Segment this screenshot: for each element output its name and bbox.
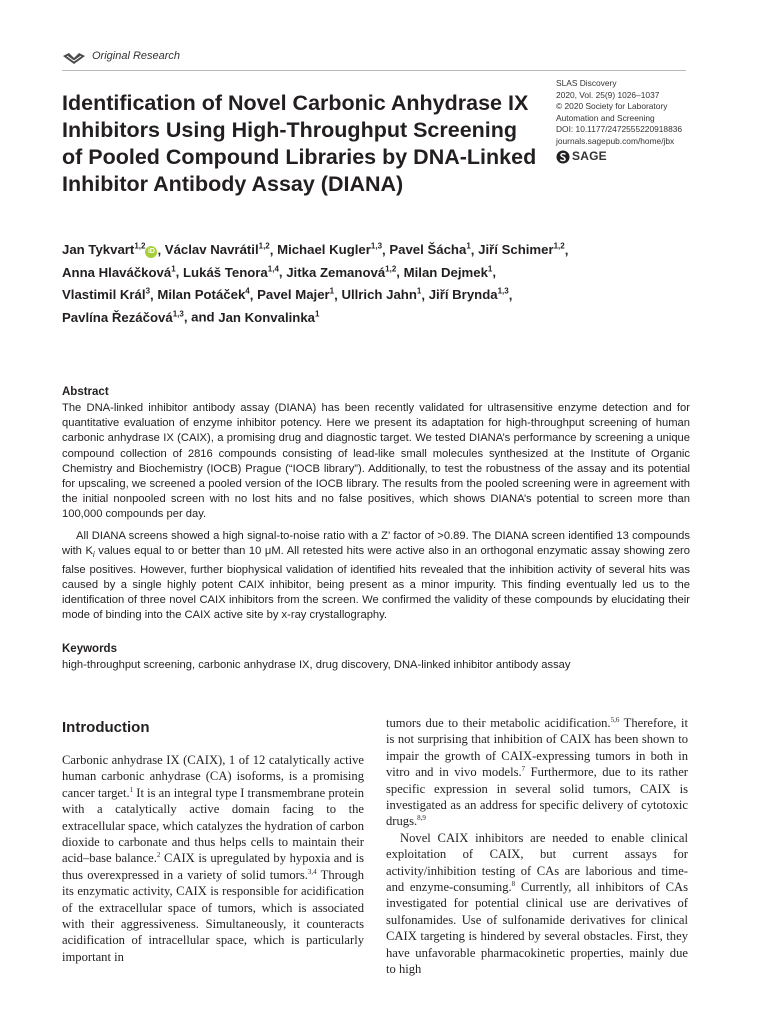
article-title: Identification of Novel Carbonic Anhydrase IX Inhibitors Using High-Throughput Screening of Pooled Compound Libraries by DNA-Linked Inhibitor Antibody Assay (DIANA) bbox=[62, 91, 537, 196]
journal-url-link[interactable]: journals.sagepub.com/home/jbx bbox=[556, 135, 675, 146]
body-text: Novel CAIX inhibitors are needed to enable clinical exploitation of CAIX, but current assays for activity/inhibition testing of CAs are laborious and time- and enzyme-consuming. bbox=[386, 830, 688, 895]
body-paragraph bbox=[386, 715, 688, 830]
author-label: Anna Hlaváčková bbox=[62, 264, 172, 280]
abstract-paragraph-1: The DNA-linked inhibitor antibody assay (DIANA) has been recently validated for ultrasensitive enzyme detection and for quantitative evaluation of enzyme inhibitor potency. Here we present its adaptation for high-throughput screening of human carbonic anhydrase IX (CAIX), a promising drug and diagnostic target. We tested DIANA’s performance by screening a unique compound collection of 2816 compounds consisting of lead-like small molecules synthesized at the Institute of Organic Chemistry and Biochemistry (IOCB) Prague (“IOCB library”). Additionally, to test the robustness of the assay and its potential for upscaling, we screened a pooled version of the IOCB library. The results from the pooled screening were in agreement with the initial nonpooled screen with no lost hits and no false positives, which shows DIANA’s potential to screen more than 100,000 compounds per day. bbox=[62, 402, 690, 521]
affiliation-marker: 1,2 bbox=[385, 264, 397, 274]
body-text: Therefore, it is not surprising that inhibition of CAIX has been shown to impair the growth of CAIX-expressing tumors in both in vitro and in vivo models. bbox=[386, 716, 688, 780]
affiliation-marker: 1,3 bbox=[172, 309, 184, 319]
body-paragraph bbox=[62, 752, 364, 965]
body-text: Furthermore, due to its rather specific expression in several solid tumors, CAIX is investigated as an address for specific delivery of cytotoxic drugs. bbox=[386, 765, 688, 829]
author-name bbox=[62, 287, 150, 302]
author-list: Jan Tykvart$^{1,2}$iD , Václav Navrátil$^{1,2}$, Michael Kugler$^{1,3}$, Pavel Šácha$^1$, Jiří Schimer$^{1,2}$, Anna Hlaváčková$^1$, Lukáš Tenora$^{1,4}$, Jitka Zemanová$^{1,2}$, Milan Dejmek$^1$, Vlastimil Král$^3$, Milan Potáček$^4$, Pavel Majer$^1$, Ullrich Jahn$^1$, Jiří Brynda$^{1,3}$, Pavlína Řezáčová$^{1,3}$, and Jan Konvalinka$^1$ bbox=[62, 242, 569, 325]
author-label: Jiří Brynda bbox=[428, 287, 498, 303]
author-label: Jan Tykvart bbox=[62, 242, 135, 258]
citation-link[interactable]: 8 bbox=[511, 879, 516, 888]
affiliation-marker: 1,2 bbox=[134, 242, 146, 251]
affiliation-marker: 1 bbox=[315, 309, 320, 319]
author-name bbox=[62, 310, 184, 325]
introduction-heading: Introduction bbox=[62, 719, 150, 736]
body-column-left bbox=[62, 752, 364, 965]
author-name bbox=[404, 265, 493, 280]
citation-link[interactable]: 2 bbox=[156, 851, 161, 860]
author-label: Lukáš Tenora bbox=[183, 264, 268, 280]
body-text: Currently, all inhibitors of CAs investigated for potential clinical use are derivatives of sulfonamides. Use of sulfonamide derivatives for clinical CAIX targeting is hindered by several obstacles. First, they have unfavorable pharmacokinetic properties, mainly due to high bbox=[386, 880, 688, 977]
abstract-paragraph-2 bbox=[62, 529, 690, 623]
ki-subscript: i bbox=[92, 550, 95, 560]
author-name bbox=[157, 287, 249, 302]
abstract-text: values equal to or better than 10 μM. All retested hits were active also in an orthogonal enzymatic assay showing zero false positives. However, further biophysical validation of identified hits revealed that the inhibition activity of several hits was caused by a single highly potent CAIX inhibitor, being present as a minor impurity. This finding eventually led us to the identification of three novel CAIX inhibitors from the screen. We confirmed the validity of these compounds by elucidating their mode of binding into the CAIX active site by x-ray crystallography. bbox=[62, 545, 691, 622]
body-text: It is an integral type I transmembrane protein with a catalytically active domain facing to the extracellular space, which catalyzes the hydration of carbon dioxide to carbonate and thus helps cells to maintain their acid–base balance. bbox=[62, 785, 365, 866]
citation-link[interactable]: 7 bbox=[521, 765, 526, 774]
journal-info bbox=[556, 78, 706, 164]
doi-link[interactable]: DOI: 10.1177/2472555220918836 bbox=[556, 124, 683, 135]
author-name bbox=[429, 287, 509, 302]
body-column-right bbox=[386, 715, 688, 978]
author-name bbox=[183, 265, 279, 280]
body-text: tumors due to their metabolic acidification. bbox=[386, 716, 611, 730]
author-label: Václav Navrátil bbox=[164, 242, 259, 258]
affiliation-marker: 1,3 bbox=[497, 286, 509, 296]
body-paragraph bbox=[386, 830, 688, 978]
affiliation-marker: 1,3 bbox=[370, 242, 383, 251]
publisher-logo bbox=[556, 150, 706, 164]
author-name bbox=[286, 265, 396, 280]
author-name bbox=[62, 265, 176, 280]
affiliation-marker: 3 bbox=[145, 286, 151, 296]
author-name bbox=[62, 242, 157, 257]
affiliation-marker: 1 bbox=[487, 264, 493, 274]
citation-link[interactable]: 3,4 bbox=[307, 867, 317, 876]
affiliation-marker: 1 bbox=[416, 286, 422, 296]
affiliation-marker: 1 bbox=[466, 242, 471, 251]
body-text: CAIX is upregulated by hypoxia and is thus overexpressed in a variety of solid tumors. bbox=[62, 851, 364, 882]
journal-volume: 2020, Vol. 25(9) 1026–1037 bbox=[556, 89, 660, 100]
author-label: Michael Kugler bbox=[277, 242, 371, 258]
affiliation-marker: 4 bbox=[245, 286, 250, 296]
section-label: Original Research bbox=[92, 50, 181, 62]
abstract-heading: Abstract bbox=[62, 386, 109, 398]
citation-link[interactable]: 1 bbox=[129, 785, 134, 794]
body-text: Through its enzymatic activity, CAIX is responsible for acidification of the extracellular space of tumors, which is associated with their aggressiveness. Simultaneously, it counteracts acidification of intracellular space, which is particularly important in bbox=[62, 867, 365, 964]
author-name bbox=[165, 242, 270, 257]
affiliation-marker: 1 bbox=[171, 264, 176, 274]
author-label: Jan Konvalinka bbox=[218, 309, 316, 325]
author-label: Milan Dejmek bbox=[403, 264, 488, 280]
author-name bbox=[257, 287, 334, 302]
journal-logo-icon bbox=[62, 50, 86, 66]
author-name bbox=[218, 310, 319, 325]
citation-link[interactable]: 5,6 bbox=[610, 715, 620, 724]
affiliation-marker: 1,2 bbox=[553, 242, 565, 251]
author-label: Jitka Zemanová bbox=[286, 264, 386, 280]
author-label: Pavlína Řezáčová bbox=[62, 309, 173, 325]
copyright-line-2: Automation and Screening bbox=[556, 112, 655, 123]
author-name bbox=[389, 242, 470, 257]
author-label: Milan Potáček bbox=[157, 287, 246, 303]
author-name bbox=[277, 242, 382, 257]
author-name bbox=[478, 242, 565, 257]
abstract-text: All DIANA screens showed a high signal-to-noise ratio with a Z’ factor of >0.89. The DIANA screen identified 13 compounds with K bbox=[62, 530, 690, 558]
author-label: Ullrich Jahn bbox=[341, 287, 417, 303]
body-text: Carbonic anhydrase IX (CAIX), 1 of 12 catalytically active human carbonic anhydrase (CA) isoforms, is a promising cancer target. bbox=[62, 753, 364, 800]
author-name bbox=[341, 287, 421, 302]
author-label: Jiří Schimer bbox=[478, 242, 554, 258]
affiliation-marker: 1 bbox=[329, 286, 335, 296]
keywords-list: high-throughput screening, carbonic anhydrase IX, drug discovery, DNA-linked inhibitor antibody assay bbox=[62, 659, 571, 671]
publisher-name: SAGE bbox=[572, 148, 607, 163]
keywords-heading: Keywords bbox=[62, 643, 117, 655]
orcid-icon[interactable]: iD bbox=[145, 246, 157, 258]
journal-name: SLAS Discovery bbox=[556, 78, 617, 88]
affiliation-marker: 1,2 bbox=[258, 242, 270, 251]
author-label: Pavel Šácha bbox=[389, 242, 467, 258]
author-label: Pavel Majer bbox=[257, 287, 330, 303]
citation-link[interactable]: 8,9 bbox=[417, 814, 426, 823]
author-label: Vlastimil Král bbox=[62, 287, 146, 303]
affiliation-marker: 1,4 bbox=[267, 264, 279, 274]
copyright-line-1: © 2020 Society for Laboratory bbox=[556, 101, 668, 112]
sage-logo-icon bbox=[556, 150, 570, 164]
header-divider bbox=[62, 70, 686, 71]
